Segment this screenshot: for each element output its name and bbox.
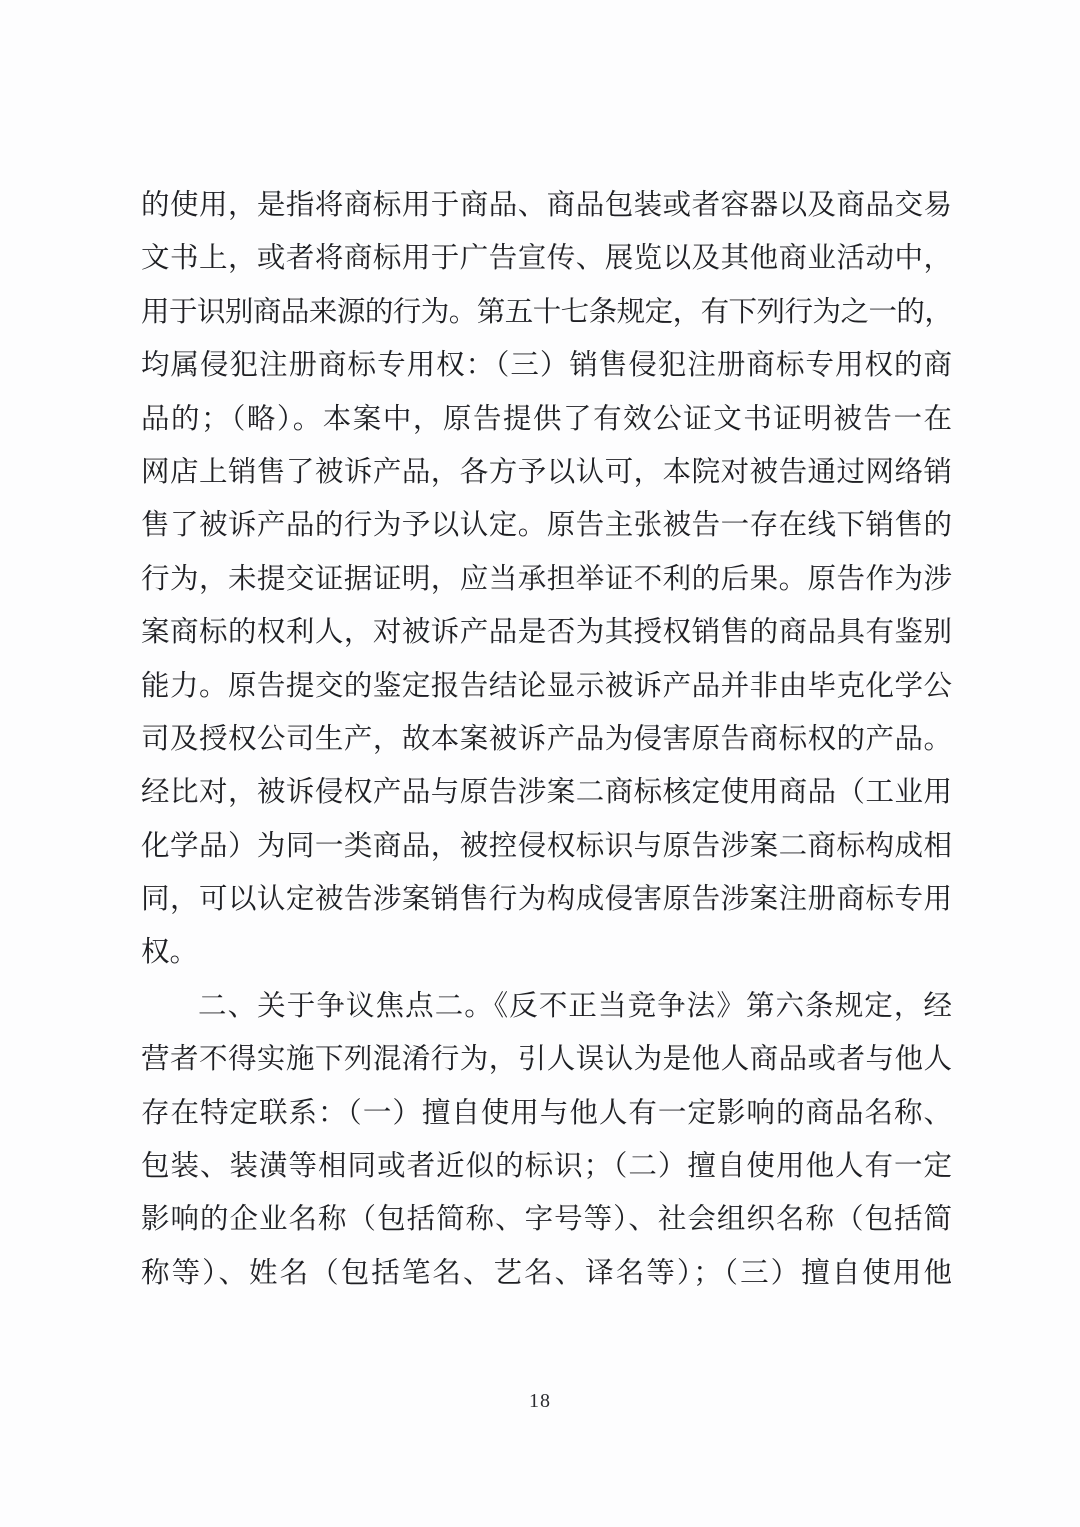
text-line: 售了被诉产品的行为予以认定。原告主张被告一存在线下销售的: [141, 510, 952, 542]
text-line: 均属侵犯注册商标专用权：（三）销售侵犯注册商标专用权的商: [141, 350, 952, 382]
text-line: 品的；（略）。本案中，原告提供了有效公证文书证明被告一在: [141, 403, 952, 435]
paragraph-start-line: 二、关于争议焦点二。《反不正当竞争法》第六条规定，经: [198, 990, 952, 1022]
text-line: 化学品）为同一类商品，被控侵权标识与原告涉案二商标构成相: [141, 830, 952, 862]
text-line: 称等）、姓名（包括笔名、艺名、译名等）；（三）擅自使用他: [141, 1257, 952, 1289]
text-line: 案商标的权利人，对被诉产品是否为其授权销售的商品具有鉴别: [141, 617, 952, 649]
body-text: [141, 179, 952, 1300]
text-line: 同，可以认定被告涉案销售行为构成侵害原告涉案注册商标专用: [141, 884, 952, 916]
text-line: 包装、装潢等相同或者近似的标识；（二）擅自使用他人有一定: [141, 1151, 952, 1183]
text-line: 影响的企业名称（包括简称、字号等）、社会组织名称（包括简: [141, 1204, 952, 1236]
page-number: 18: [529, 1390, 551, 1412]
text-line: 司及授权公司生产，故本案被诉产品为侵害原告商标权的产品。: [141, 723, 952, 755]
text-line: 的使用，是指将商标用于商品、商品包装或者容器以及商品交易: [141, 190, 952, 221]
text-line: 存在特定联系：（一）擅自使用与他人有一定影响的商品名称、: [141, 1097, 952, 1129]
text-line: 文书上，或者将商标用于广告宣传、展览以及其他商业活动中，: [141, 243, 952, 275]
text-line: 能力。原告提交的鉴定报告结论显示被诉产品并非由毕克化学公: [141, 670, 952, 702]
text-line: 行为，未提交证据证明，应当承担举证不利的后果。原告作为涉: [141, 563, 952, 595]
text-line: 营者不得实施下列混淆行为，引人误认为是他人商品或者与他人: [141, 1044, 952, 1076]
text-line: 网店上销售了被诉产品，各方予以认可，本院对被告通过网络销: [141, 456, 952, 488]
text-line: 经比对，被诉侵权产品与原告涉案二商标核定使用商品（工业用: [141, 777, 952, 809]
text-line: 用于识别商品来源的行为。第五十七条规定，有下列行为之一的，: [141, 296, 952, 328]
text-line: 权。: [141, 937, 199, 969]
